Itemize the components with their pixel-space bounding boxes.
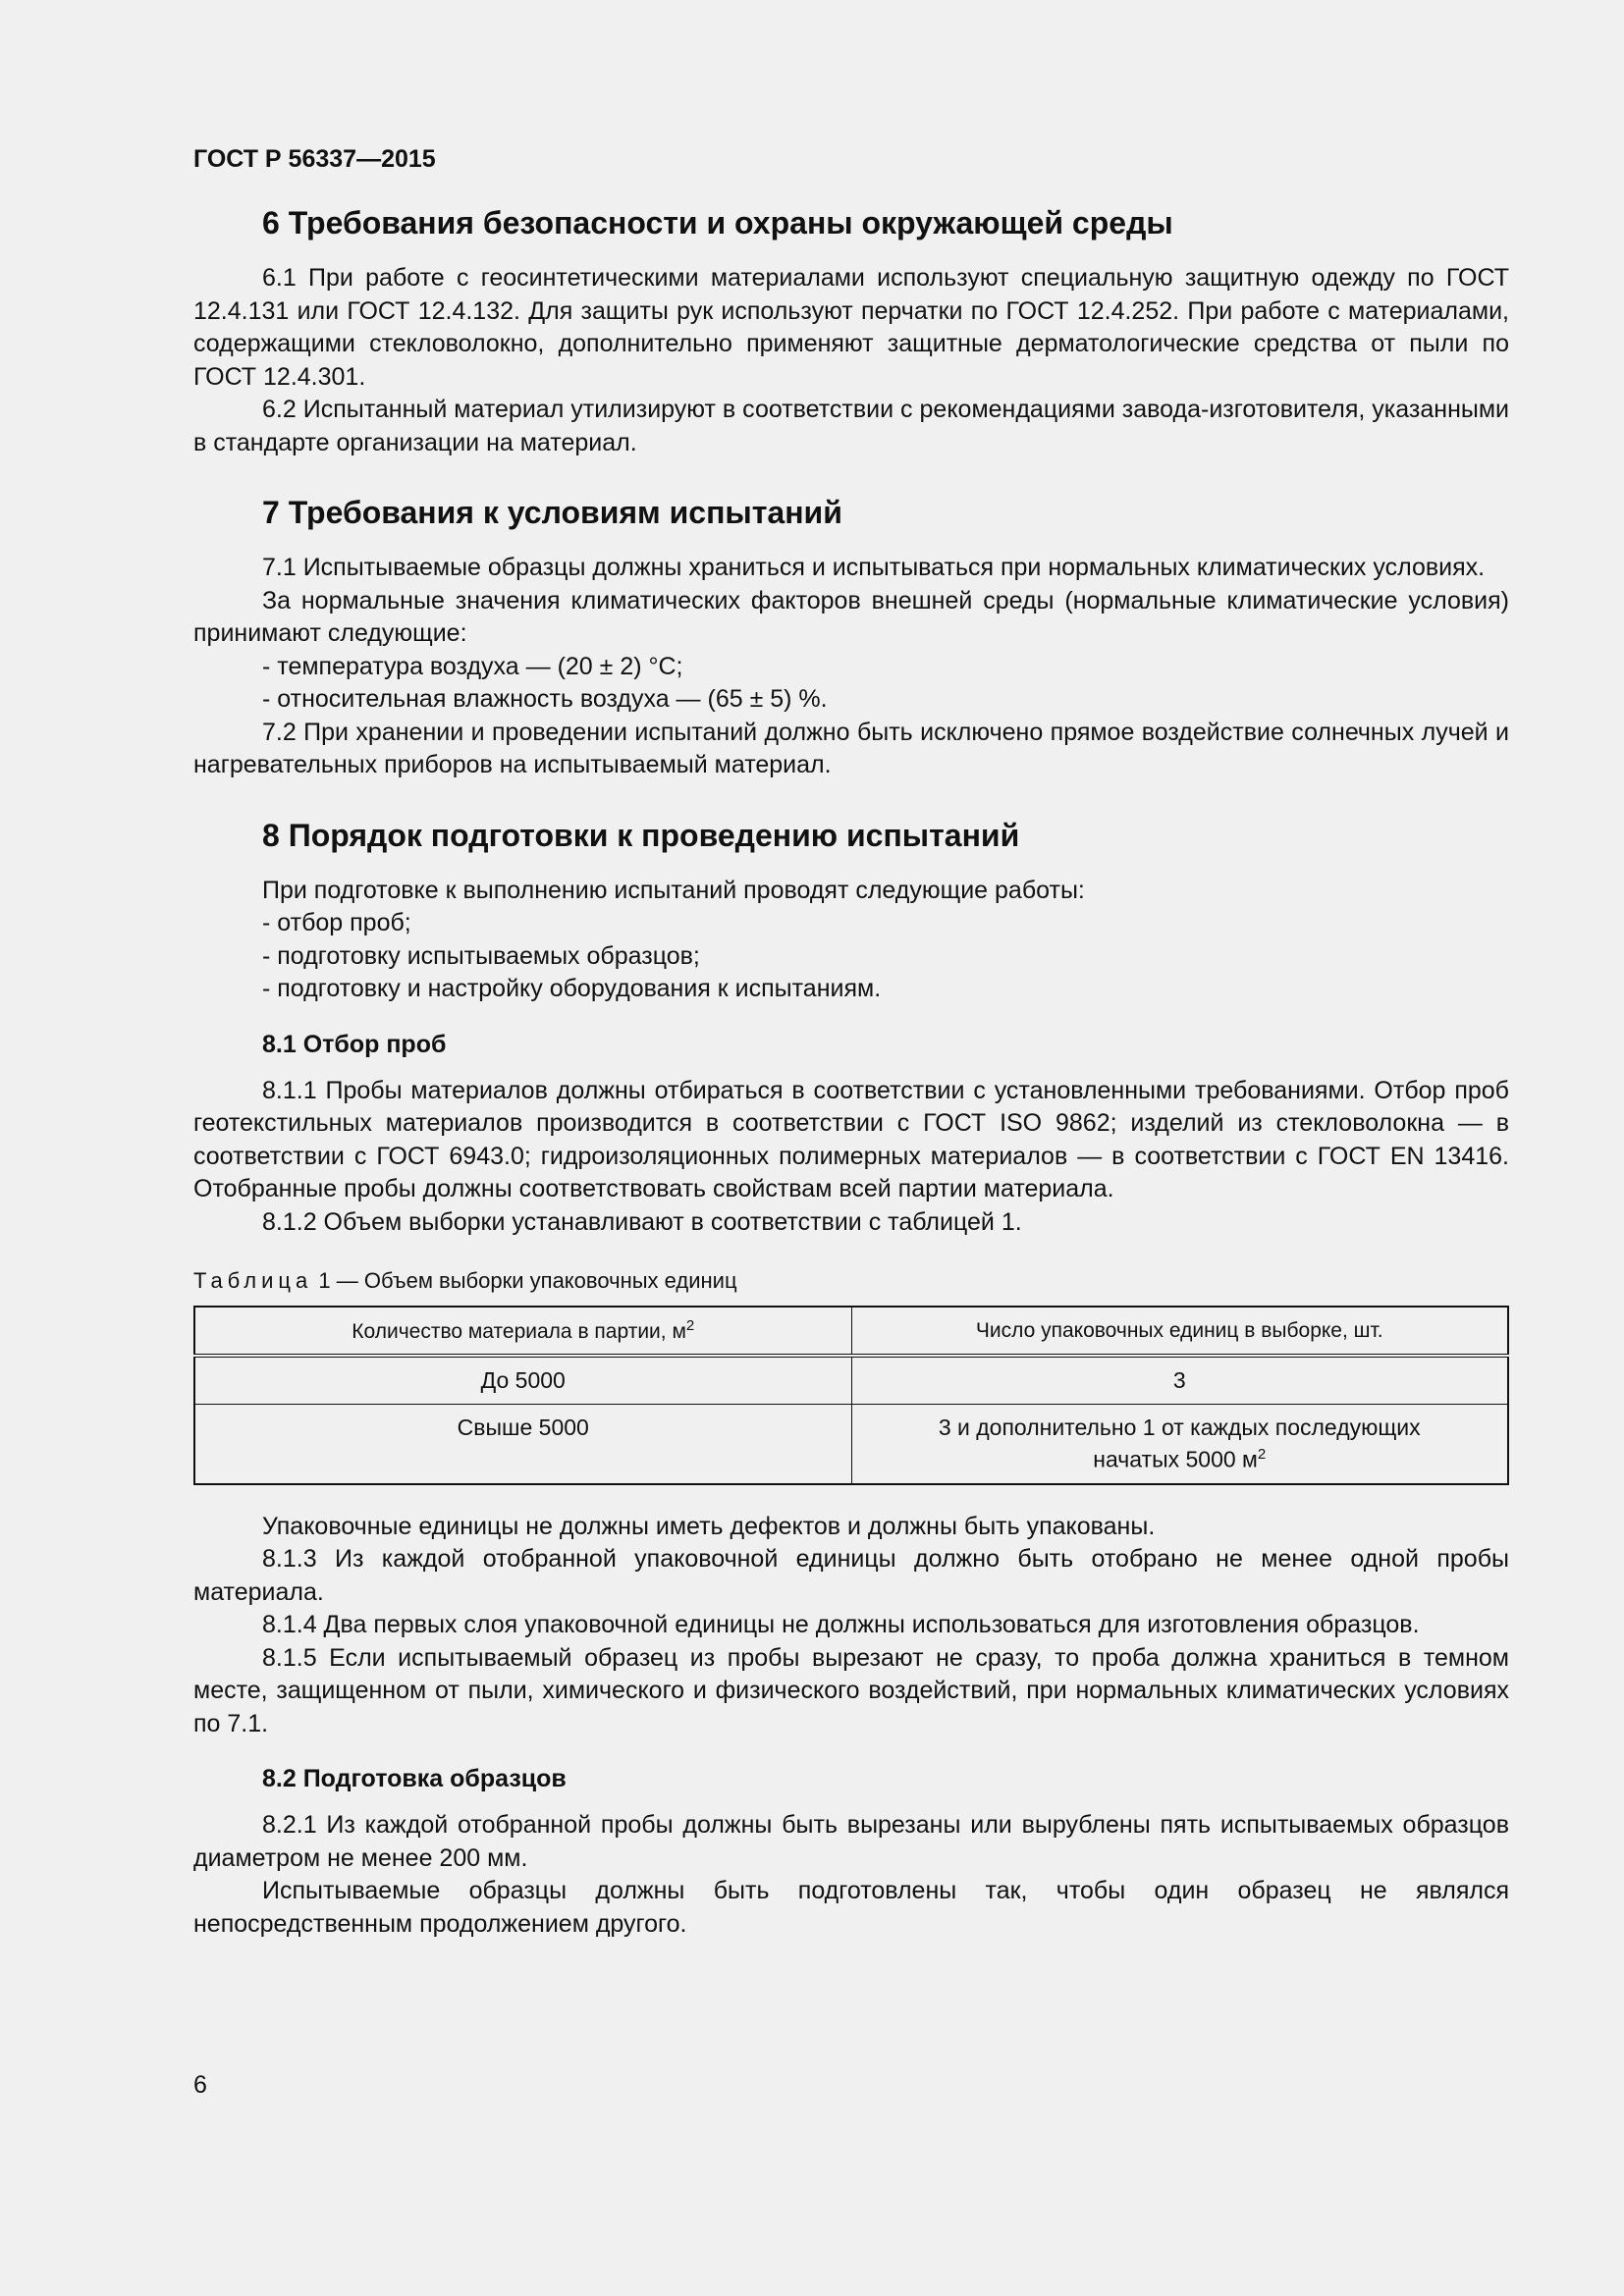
paragraph-6-1: 6.1 При работе с геосинтетическими материалами используют специальную защитную одежду по ГОСТ 12.4.131 или ГОСТ 12.4.132. Для защиты рук используют перчатки по ГОСТ 12.4.252. При работе с материалами, содержащими стекловолокно, дополнительно применяют защитные дерматологические средства от пыли по ГОСТ 12.4.301.	[193, 264, 1509, 391]
table-header-units: Число упаковочных единиц в выборке, шт.	[851, 1307, 1508, 1356]
list-item-equipment: - подготовку и настройку оборудования к испытаниям.	[262, 975, 882, 1002]
paragraph-packaging: Упаковочные единицы не должны иметь дефектов и должны быть упакованы.	[262, 1512, 1156, 1540]
paragraph-7-1: 7.1 Испытываемые образцы должны храниться и испытываться при нормальных климатических условиях.	[262, 554, 1486, 581]
table-header-quantity: Количество материала в партии, $м^2$	[194, 1307, 851, 1356]
page-number: 6	[193, 2071, 207, 2099]
table-cell: До 5000	[194, 1356, 851, 1405]
table-cell: 3	[851, 1356, 1508, 1405]
paragraph-8-1-2: 8.1.2 Объем выборки устанавливают в соответствии с таблицей 1.	[262, 1207, 1022, 1236]
paragraph-7-2: 7.2 При хранении и проведении испытаний должно быть исключено прямое воздействие солнечных лучей и нагревательных приборов на испытываемый материал.	[193, 718, 1509, 778]
table-caption-word: Таблица	[193, 1268, 313, 1293]
paragraph-8-2-1-cont: Испытываемые образцы должны быть подготовлены так, чтобы один образец не являлся непосредственным продолжением другого.	[193, 1877, 1509, 1938]
subsection-8-2-title: 8.2 Подготовка образцов	[262, 1765, 567, 1793]
list-item-humidity: - относительная влажность воздуха — (65 ± 5) %.	[262, 685, 828, 713]
table-cell: 3 и дополнительно 1 от каждых последующих начатых 5000 $м^2$	[851, 1405, 1508, 1484]
section-7-title: 7 Требования к условиям испытаний	[262, 495, 842, 530]
paragraph-8-1-3: 8.1.3 Из каждой отобранной упаковочной единицы должно быть отобрано не менее одной пробы материала.	[193, 1545, 1509, 1606]
document-page	[193, 145, 1509, 1941]
table-caption	[193, 1268, 1509, 1294]
list-item-specimens: - подготовку испытываемых образцов;	[262, 941, 700, 970]
table-caption-text: 1 — Объем выборки упаковочных единиц	[318, 1268, 737, 1293]
sample-size-table	[193, 1306, 1509, 1485]
paragraph-6-2: 6.2 Испытанный материал утилизируют в соответствии с рекомендациями завода-изготовителя, указанными в стандарте организации на материал.	[193, 396, 1509, 456]
paragraph-8-1-4: 8.1.4 Два первых слоя упаковочной единицы не должны использоваться для изготовления образцов.	[262, 1611, 1420, 1639]
paragraph-7-conditions: За нормальные значения климатических факторов внешней среды (нормальные климатические условия) принимают следующие:	[193, 586, 1509, 647]
document-header: ГОСТ Р 56337—2015	[193, 145, 436, 173]
paragraph-8-intro: При подготовке к выполнению испытаний проводят следующие работы:	[262, 876, 1085, 904]
paragraph-8-1-1: 8.1.1 Пробы материалов должны отбираться в соответствии с установленными требованиями. Отбор проб геотекстильных материалов производится в соответствии с ГОСТ ISO 9862; изделий из стекловолокна — в соответствии с ГОСТ 6943.0; гидроизоляционных полимерных материалов — в соответствии с ГОСТ EN 13416. Отобранные пробы должны соответствовать свойствам всей партии материала.	[193, 1076, 1509, 1202]
table-header-row	[194, 1307, 1508, 1356]
section-8-title: 8 Порядок подготовки к проведению испытаний	[262, 817, 1020, 853]
table-row	[194, 1405, 1508, 1484]
list-item-sampling: - отбор проб;	[262, 909, 411, 936]
section-6-title: 6 Требования безопасности и охраны окружающей среды	[262, 205, 1173, 240]
list-item-temperature: - температура воздуха — (20 ± 2) °С;	[262, 652, 683, 680]
paragraph-8-1-5: 8.1.5 Если испытываемый образец из пробы вырезают не сразу, то проба должна храниться в темном месте, защищенном от пыли, химического и физического воздействий, при нормальных климатических условиях по 7.1.	[193, 1643, 1509, 1737]
subsection-8-1-title: 8.1 Отбор проб	[262, 1030, 447, 1058]
table-row	[194, 1356, 1508, 1405]
paragraph-8-2-1: 8.2.1 Из каждой отобранной пробы должны быть вырезаны или вырублены пять испытываемых образцов диаметром не менее 200 мм.	[193, 1811, 1509, 1872]
table-cell: Свыше 5000	[194, 1405, 851, 1484]
